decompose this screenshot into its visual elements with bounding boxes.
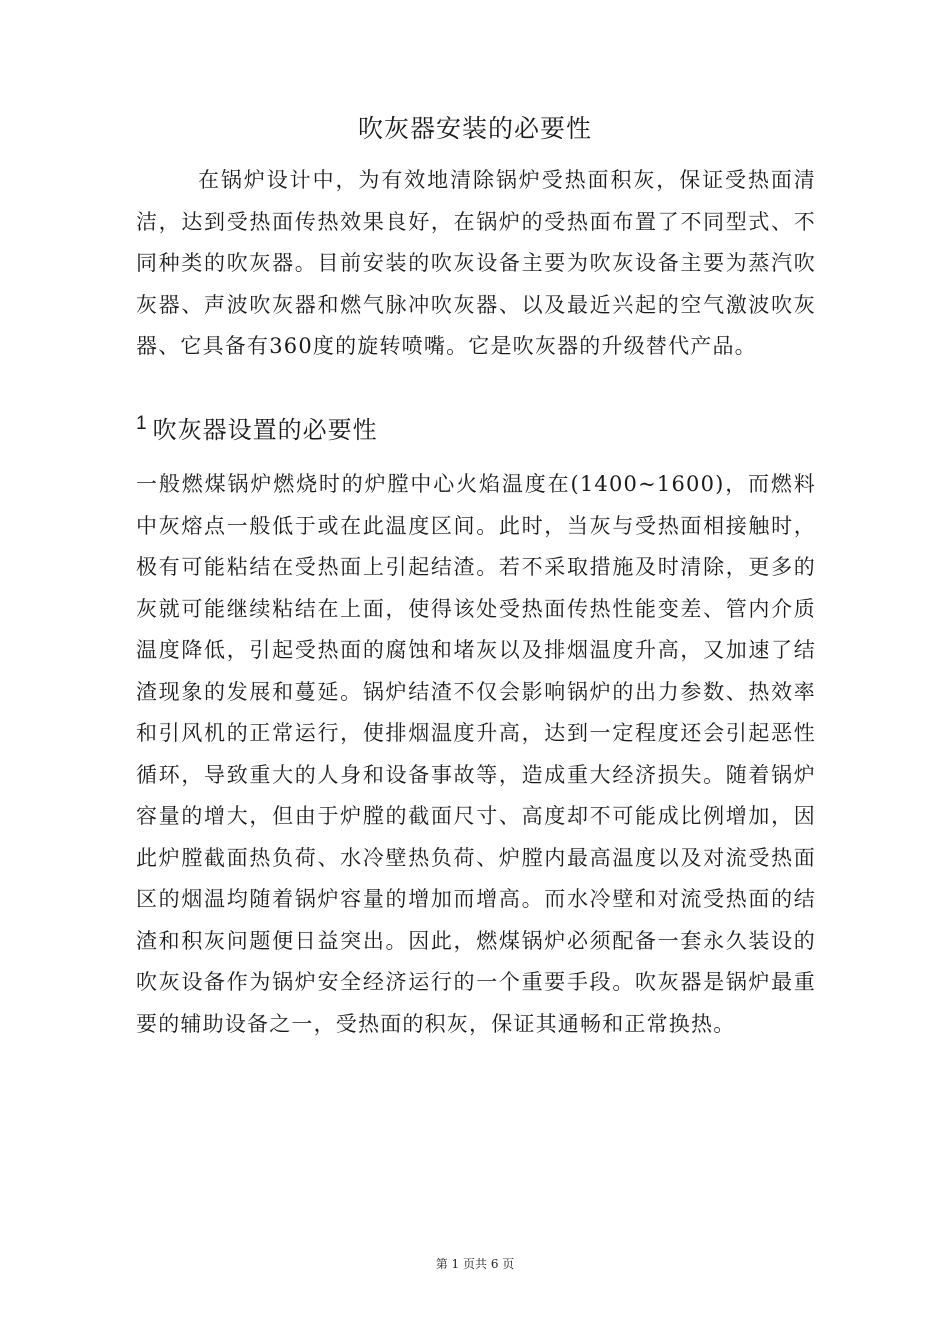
page-footer: 第 1 页共 6 页 (435, 1257, 515, 1271)
section-number: 1 (136, 413, 148, 434)
section-heading-text: 吹灰器设置的必要性 (152, 416, 378, 444)
document-title: 吹灰器安装的必要性 (357, 114, 592, 143)
section-body-paragraph: 一般燃煤锅炉燃烧时的炉膛中心火焰温度在(1400~1600)，而燃料中灰熔点一般低于或在此温度区间。此时，当灰与受热面相接触时，极有可能粘结在受热面上引起结渣。若不采取措施及时清除，更多的灰就可能继续粘结在上面，使得该处受热面传热性能变差、管内介质温度降低，引起受热面的腐蚀和堵灰以及排烟温度升高，又加速了结渣现象的发展和蔓延。锅炉结渣不仅会影响锅炉的出力参数、热效率和引风机的正常运行，使排烟温度升高，达到一定程度还会引起恶性循环，导致重大的人身和设备事故等，造成重大经济损失。随着锅炉容量的增大，但由于炉膛的截面尺寸、高度却不可能成比例增加，因此炉膛截面热负荷、水冷壁热负荷、炉膛内最高温度以及对流受热面区的烟温均随着锅炉容量的增加而增高。而水冷壁和对流受热面的结渣和积灰问题便日益突出。因此，燃煤锅炉必须配备一套永久装设的吹灰设备作为锅炉安全经济运行的一个重要手段。吹灰器是锅炉最重要的辅助设备之一，受热面的积灰，保证其通畅和正常换热。 (136, 472, 816, 1036)
section-heading (136, 404, 378, 450)
intro-paragraph: 在锅炉设计中，为有效地清除锅炉受热面积灰，保证受热面清洁，达到受热面传热效果良好，在锅炉的受热面布置了不同型式、不同种类的吹灰器。目前安装的吹灰设备主要为吹灰设备主要为蒸汽吹灰器、声波吹灰器和燃气脉冲吹灰器、以及最近兴起的空气激波吹灰器、它具备有360度的旋转喷嘴。它是吹灰器的升级替代产品。 (136, 168, 816, 358)
